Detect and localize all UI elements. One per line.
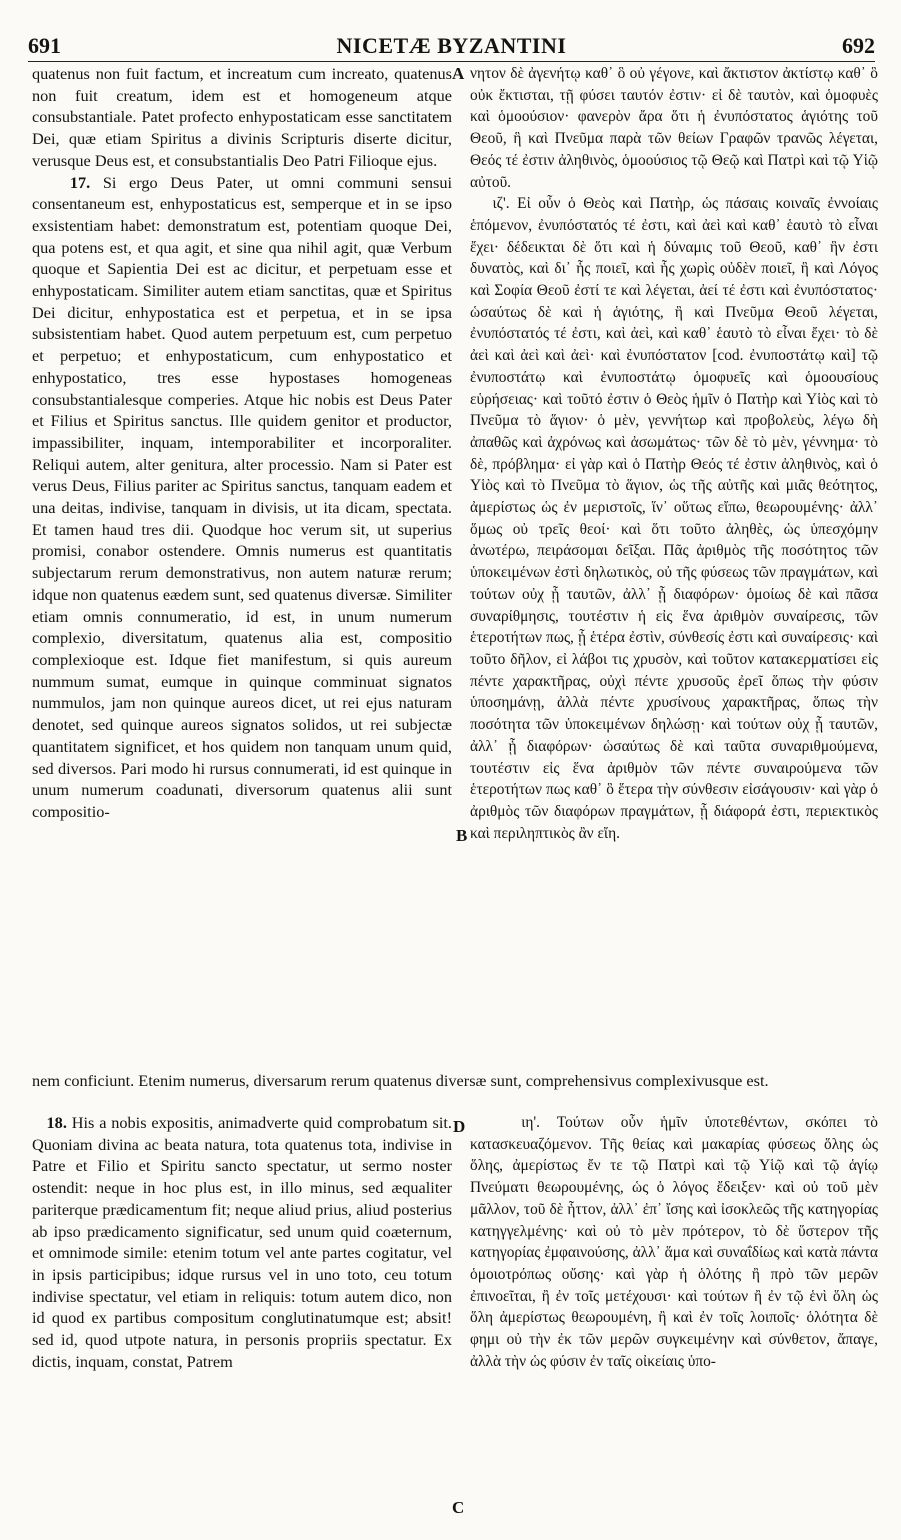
fullwidth-text: nem conficiunt. Etenim numerus, diversarum rerum quatenus diversæ sunt, comprehensivus complexivusque est. (32, 1071, 769, 1090)
page-header (28, 33, 875, 59)
latin-section-18 (32, 1112, 452, 1372)
fullwidth-continuation (32, 1070, 878, 1092)
latin-section-17-number: 17. (69, 172, 91, 192)
latin-section-17-text: Si ergo Deus Pater, ut omni communi sensui consentaneum est, enhypostaticus est, semperque et in se ipso exsistentiam habet: demonstratum est, potentiam quoque Dei, qua potens est, et qua agit, et sine qua nihil agit, quæ Verbum quoque et Sapientia Dei est ac dicitur, et perpetuam esse et enhypostaticam. Similiter autem etiam sanctitas, quæ et Spiritus Dei dicitur, enhypostatica est et perpetua, et in se ipsa subsistentiam habet. Quod autem perpetuum est, cum perpetuo et perpetuo; et enhypostaticum, cum enhypostatico et enhypostatico, tres esse hypostases homogeneas consubstantialesque comperies. Atque hic nobis est Deus Pater et Filius et Spiritus sanctus. Ille quidem genitor et productor, impassibiliter, inquam, intemporabiliter et incorporaliter. Reliqui autem, alter genitura, alter processio. Nam si Pater est verus Deus, Filius pariter ac Spiritus sanctus, tanquam eadem et una deitas, indivise, tanquam in divisis, ut ita dicam, spectata. Et tamen haud tres dii. Quodque hoc verum sit, ut superius promisi, conabor ostendere. Omnis numerus est quantitatis subjectarum rerum demonstrativus, non autem naturæ rerum; idque non quatenus eædem sunt, sed quatenus diversæ. Similiter etiam omnis connumeratio, id est, in unum numerum complexio, diversitatum, quatenus alia est, compositio complexioque est. Idque fiet manifestum, si quis aureum nummum sumat, eumque in quinque comminuat signatos nummulos, jam non quinque aureos dicet, ut rei ejus naturam denotet, sed quinque aureos signatos solidos, ut rei subjectæ quantitatem significet, et hos quidem non tanquam unum quid, sed diversos. Pari modo hi rursus connumerati, id est quinque in unum numerum coadunati, diversorum quatenus alii sunt compositio- (32, 172, 452, 821)
greek-section-17-number: ιζ'. (492, 195, 510, 213)
margin-marker-d: D (453, 1117, 466, 1136)
margin-marker-c: C (452, 1498, 465, 1517)
greek-section-18 (470, 1112, 878, 1372)
latin-section-18-text: His a nobis expositis, animadverte quid comprobatum sit. Quoniam divina ac beata natura, tota quatenus tota, indivise in Patre et Filio et Spiritu sancto spectatur, ut sermo noster ostendit: neque in hoc plus est, in illo minus, sed æqualiter pariterque prædicamentum fit; neque aliud prius, aliud posterius ab ipso prædicamento significatur, sed unum quid coæternum, et omnimode simile: etenim totum vel ante partes cogitatur, vel in ipsis participibus; idque rursus vel in uno toto, ceu totum indivise spectatur, vel etiam in reliquis: totum autem dico, non id quod ex partibus compositum conglutinatumque est; absit! sed id, quod utpote natura, in personis propriis spectatur. Ex dictis, inquam, constat, Patrem (32, 1113, 452, 1371)
latin-column-top (32, 63, 452, 823)
latin-section-17 (32, 172, 452, 823)
greek-section-18-number: ιη'. (521, 1114, 540, 1131)
latin-paragraph-1: quatenus non fuit factum, et increatum cum increato, quatenus non fuit creatum, idem est et homogeneum atque consubstantiale. Patet profecto enhypostaticam esse sanctitatem Dei, quæ etiam Spiritus a divinis Scripturis diserte dicitur, verusque Deus est, et consubstantialis Deo Patri Filioque ejus. (32, 64, 452, 170)
page-number-left: 691 (28, 33, 61, 58)
latin-column-bottom (32, 1112, 452, 1372)
margin-marker-a: A (452, 64, 465, 83)
running-title: NICETÆ BYZANTINI (336, 33, 567, 58)
margin-marker-b: B (456, 826, 468, 845)
greek-column-bottom (470, 1112, 878, 1372)
greek-section-17-text: Εἰ οὖν ὁ Θεὸς καὶ Πατὴρ, ὡς πάσαις κοιναῖς ἐννοίαις ἑπόμενον, ἐνυπόστατός τέ ἐστι, καὶ ἀεὶ καὶ καθ᾽ ἑαυτὸ τὸ εἶναι ἔχει· δέδεικται δὲ ὅτι καὶ ἡ δύναμις τοῦ Θεοῦ, καθ᾽ ἣν ἐστι δυνατὸς, καὶ δι᾽ ἧς ποιεῖ, καὶ ἧς χωρὶς οὐδὲν ποιεῖ, ἣ καὶ Λόγος καὶ Σοφία Θεοῦ ἐστί τε καὶ λέγεται, ἀεί τέ ἐστι καὶ ἐνυπόστατος· ὡσαύτως δὲ καὶ ἡ ἁγιότης, ἣ καὶ Πνεῦμα Θεοῦ λέγεται, ἐνυπόστατός τέ ἐστι, καὶ ἀεὶ, καὶ καθ᾽ ἑαυτὸ τὸ εἶναι ἔχει· τὸ δὲ ἀεὶ καὶ ἀεὶ καὶ ἀεὶ· καὶ ἐνυπόστατον [cod. ἐνυποστάτῳ καὶ] τῷ ἐνυποστάτῳ καὶ ἐνυποστάτῳ ὁμοφυεῖς καὶ ὁμοουσίους εὑρήσειας· καὶ τοῦτό ἐστιν ὁ Θεὸς ἡμῖν ὁ Πατὴρ καὶ Υἱὸς καὶ τὸ Πνεῦμα τὸ ἅγιον· ὁ μὲν, γεννήτωρ καὶ προβολεὺς, λέγω δὴ ἀπαθῶς καὶ ἀχρόνως καὶ ἀσωμάτως· τῶν δὲ τὸ μὲν, γέννημα· τὸ δὲ, πρόβλημα· εἰ γὰρ καὶ ὁ Πατὴρ Θεός τέ ἐστιν ἀληθινὸς, καὶ ὁ Υἱὸς καὶ τὸ Πνεῦμα τὸ ἅγιον, ὡς τῆς αὐτῆς καὶ μιᾶς θεότητος, ἀμερίστως ὡς ἐν μεριστοῖς, ἵν᾽ οὕτως εἴπω, θεωρουμένης· ἀλλ᾽ ὅμως οὐ τρεῖς θεοί· καὶ ὅτι τοῦτο ἀληθὲς, ὡς ὑπεσχόμην ἀνωτέρω, πειράσομαι δεῖξαι. Πᾶς ἀριθμὸς τῆς ποσότητος τῶν ὑποκειμένων ἐστὶ δηλωτικὸς, οὐ τῆς φύσεως τῶν πραγμάτων, καὶ τούτων οὐχ ᾗ ταυτῶν, ἀλλ᾽ ᾗ διαφόρων· ὁμοίως δὲ καὶ πᾶσα συναρίθμησις, τουτέστιν ἡ εἰς ἕνα ἀριθμὸν συναίρεσις, τῶν ἑτεροτήτων πως, ᾗ ἑτέρα ἐστὶν, σύνθεσίς ἐστι καὶ συναίρεσις· καὶ τοῦτο δῆλον, εἰ λάβοι τις χρυσὸν, καὶ τοῦτον κατακερματίσει εἰς πέντε χαρακτῆρας, οὐχὶ πέντε χρυσοῦς ἐρεῖ ὅπως τὴν φύσιν ὑποσημάνῃ, ἀλλὰ πέντε χρυσίνους χαρακτῆρας, ὅπως τὴν ποσότητα τῶν ὑποκειμένων δηλώσῃ· καὶ τούτων οὐχ ᾗ ταυτῶν, ἀλλ᾽ ᾗ διαφόρων· ὡσαύτως δὲ καὶ ταῦτα συναριθμούμενα, τουτέστιν εἰς ἕνα ἀριθμὸν τῶν πέντε συναιρούμενα τῶν ἑτεροτήτων πως καθ᾽ ὃ ἕτερα τὴν σύνθεσιν εἰσάγουσιν· καὶ γὰρ ὁ ἀριθμὸς τῶν διαφόρων πραγμάτων, ᾗ διάφορά ἐστι, περιεκτικὸς καὶ περιληπτικὸς ἂν εἴη. (470, 195, 879, 842)
greek-section-18-text: Τούτων οὖν ἡμῖν ὑποτεθέντων, σκόπει τὸ κατασκευαζόμενον. Τῆς θείας καὶ μακαρίας φύσεως ὅλης ὡς ὅλης, ἀμερίστως ἔν τε τῷ Πατρὶ καὶ τῷ Υἱῷ καὶ τῷ ἁγίῳ Πνεύματι θεωρουμένης, ὡς ὁ λόγος ἔδειξεν· καὶ οὐ τοῦ μὲν μᾶλλον, τοῦ δὲ ἧττον, ἀλλ᾽ ἐπ᾽ ἴσης καὶ ἰσοκλεῶς τῆς κατηγορίας κατηγγελμένης· καὶ οὐ τὸ μὲν πρότερον, τὸ δὲ ὕστερον τῆς κατηγορίας ἐμφαινούσης, ἀλλ᾽ ἅμα καὶ συναΐδίως καὶ κατὰ πάντα ὁμοιοτρόπως οὔσης· καὶ γὰρ ἡ ὁλότης ἢ πρὸ τῶν μερῶν ἐπινοεῖται, ἢ ἐν τοῖς μετέχουσι· καὶ τούτων ἢ ἐν τῷ ἑνὶ ὅλη ὡς ὅλη ἀμερίστως θεωρουμένη, ἢ καὶ ἐν τοῖς λοιποῖς· ὁλότητα δὲ φημι οὐ τὴν ἐκ τῶν μερῶν συγκειμένην καὶ σύνθετον, ἄπαγε, ἀλλὰ τὴν ὡς φύσιν ἐν ταῖς οἰκείαις ὑπο- (470, 1114, 878, 1370)
latin-section-18-number: 18. (46, 1113, 67, 1132)
greek-column-top (470, 63, 878, 844)
header-rule (28, 61, 875, 62)
greek-section-17 (470, 193, 878, 844)
greek-paragraph-1: νητον δὲ ἀγενήτῳ καθ᾽ ὃ οὐ γέγονε, καὶ ἄκτιστον ἀκτίστῳ καθ᾽ ὃ οὐκ ἔκτισται, τῇ φύσει ταυτόν ἐστιν· εἰ δὲ ταυτὸν, καὶ ὁμοφυὲς καὶ ὁμοούσιον· φανερὸν ἄρα ὅτι ἡ ἐνυπόστατος ἁγιότης τοῦ Θεοῦ, ἣ καὶ Πνεῦμα παρὰ τῶν θείων Γραφῶν τρανῶς λέγεται, Θεός τέ ἐστιν ἀληθινὸς, ὁμοούσιος τῷ Θεῷ καὶ Πατρὶ καὶ τῷ Υἱῷ αὐτοῦ. (470, 65, 878, 191)
page-number-right: 692 (842, 33, 875, 58)
